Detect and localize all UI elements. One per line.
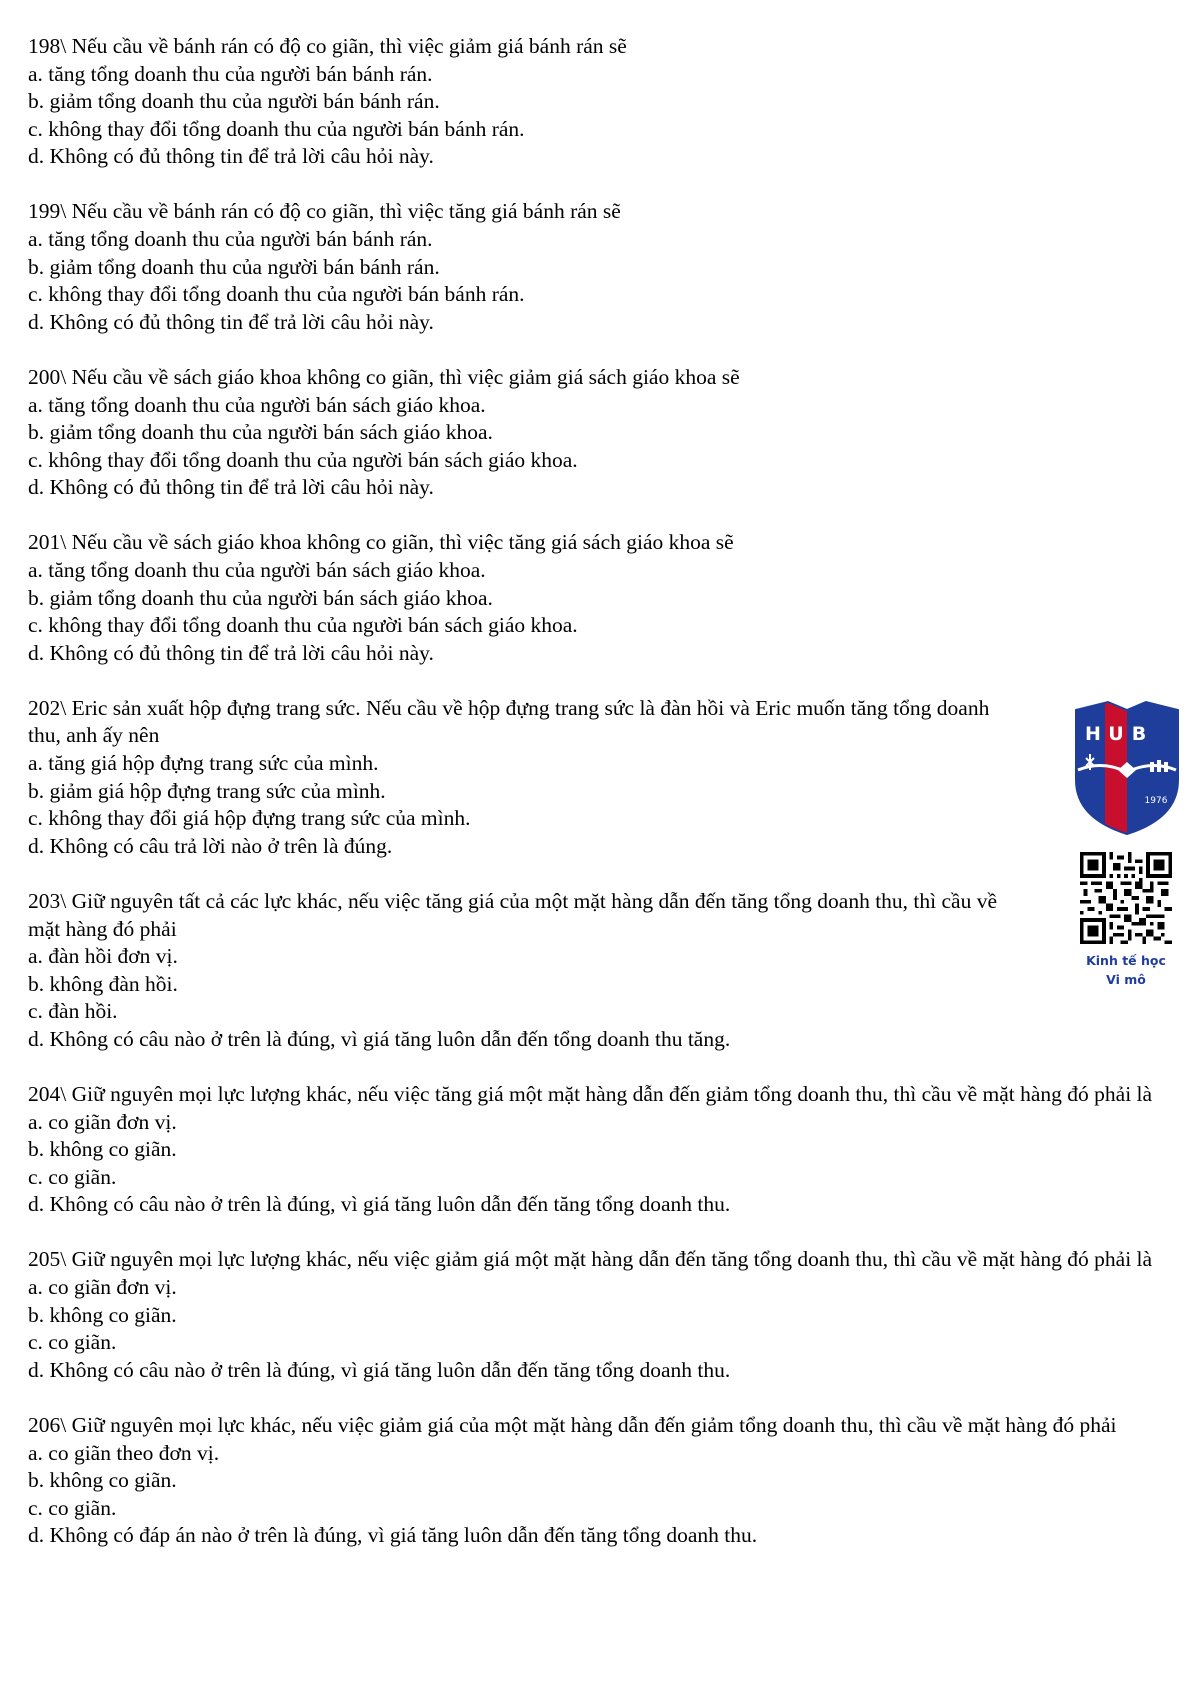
option-a: a. co giãn đơn vị. <box>28 1275 177 1300</box>
option-b: b. không co giãn. <box>28 1468 177 1493</box>
option-a: a. tăng tổng doanh thu của người bán bánh rán. <box>28 61 433 86</box>
question-205 <box>28 1246 1168 1384</box>
option-d: d. Không có đủ thông tin để trả lời câu hỏi này. <box>28 309 434 334</box>
option-b: b. không co giãn. <box>28 1302 177 1327</box>
logo-letter-b: B <box>1131 723 1147 745</box>
option-a: a. tăng giá hộp đựng trang sức của mình. <box>28 751 379 776</box>
option-a: a. đàn hồi đơn vị. <box>28 944 178 969</box>
option-d: d. Không có câu trả lời nào ở trên là đúng. <box>28 833 393 858</box>
option-d: d. Không có câu nào ở trên là đúng, vì giá tăng luôn dẫn đến tăng tổng doanh thu. <box>28 1192 731 1217</box>
option-d: d. Không có đủ thông tin để trả lời câu hỏi này. <box>28 640 434 665</box>
option-a: a. co giãn theo đơn vị. <box>28 1440 220 1465</box>
question-text: 203\ Giữ nguyên tất cả các lực khác, nếu việc tăng giá của một mặt hàng dẫn đến tăng tổng doanh thu, thì cầu về mặt hàng đó phải <box>28 888 997 941</box>
question-text: 204\ Giữ nguyên mọi lực lượng khác, nếu việc tăng giá một mặt hàng dẫn đến giảm tổng doanh thu, thì cầu về mặt hàng đó phải là <box>28 1082 1153 1106</box>
option-c: c. không thay đổi tổng doanh thu của người bán sách giáo khoa. <box>28 447 578 472</box>
question-text: 200\ Nếu cầu về sách giáo khoa không co giãn, thì việc giảm giá sách giáo khoa sẽ <box>28 364 740 389</box>
document-page <box>28 33 1168 1577</box>
question-206 <box>28 1412 1168 1550</box>
option-c: c. co giãn. <box>28 1164 117 1189</box>
question-text: 201\ Nếu cầu về sách giáo khoa không co giãn, thì việc tăng giá sách giáo khoa sẽ <box>28 530 734 555</box>
question-204 <box>28 1081 1168 1219</box>
option-c: c. không thay đổi giá hộp đựng trang sức của mình. <box>28 806 471 831</box>
option-d: d. Không có câu nào ở trên là đúng, vì giá tăng luôn dẫn đến tổng doanh thu tăng. <box>28 1026 731 1051</box>
brand-caption <box>1056 951 1190 989</box>
option-d: d. Không có đủ thông tin để trả lời câu hỏi này. <box>28 475 434 500</box>
option-b: b. giảm tổng doanh thu của người bán bánh rán. <box>28 254 440 279</box>
caption-line-1: Kinh tế học <box>1086 953 1166 968</box>
option-b: b. giảm tổng doanh thu của người bán sách giáo khoa. <box>28 420 493 445</box>
hub-logo <box>1072 700 1182 836</box>
option-a: a. tăng tổng doanh thu của người bán bánh rán. <box>28 227 433 252</box>
option-b: b. không co giãn. <box>28 1137 177 1162</box>
option-a: a. co giãn đơn vị. <box>28 1109 177 1134</box>
option-c: c. không thay đổi tổng doanh thu của người bán bánh rán. <box>28 116 525 141</box>
question-203 <box>28 888 1168 1054</box>
option-b: b. giảm tổng doanh thu của người bán sách giáo khoa. <box>28 585 493 610</box>
logo-year: 1976 <box>1144 796 1168 806</box>
question-text: 202\ Eric sản xuất hộp đựng trang sức. Nếu cầu về hộp đựng trang sức là đàn hồi và Eric muốn tăng tổng doanh thu, anh ấy nên <box>28 695 990 748</box>
question-text: 206\ Giữ nguyên mọi lực khác, nếu việc giảm giá của một mặt hàng dẫn đến giảm tổng doanh thu, thì cầu về mặt hàng đó phải <box>28 1412 1117 1437</box>
option-c: c. đàn hồi. <box>28 999 118 1024</box>
question-text: 199\ Nếu cầu về bánh rán có độ co giãn, thì việc tăng giá bánh rán sẽ <box>28 199 621 224</box>
question-198 <box>28 33 1168 171</box>
option-d: d. Không có đáp án nào ở trên là đúng, vì giá tăng luôn dẫn đến tăng tổng doanh thu. <box>28 1523 758 1548</box>
question-text: 198\ Nếu cầu về bánh rán có độ co giãn, thì việc giảm giá bánh rán sẽ <box>28 34 627 58</box>
option-d: d. Không có câu nào ở trên là đúng, vì giá tăng luôn dẫn đến tăng tổng doanh thu. <box>28 1357 731 1382</box>
option-c: c. không thay đổi tổng doanh thu của người bán bánh rán. <box>28 282 525 307</box>
option-b: b. giảm giá hộp đựng trang sức của mình. <box>28 778 386 803</box>
option-b: b. không đàn hồi. <box>28 971 178 996</box>
logo-letter-h: H <box>1085 723 1101 745</box>
question-199 <box>28 198 1168 336</box>
question-text: 205\ Giữ nguyên mọi lực lượng khác, nếu việc giảm giá một mặt hàng dẫn đến tăng tổng doanh thu, thì cầu về mặt hàng đó phải là <box>28 1247 1153 1272</box>
option-b: b. giảm tổng doanh thu của người bán bánh rán. <box>28 89 440 114</box>
option-a: a. tăng tổng doanh thu của người bán sách giáo khoa. <box>28 392 486 417</box>
question-202 <box>28 695 1168 861</box>
option-d: d. Không có đủ thông tin để trả lời câu hỏi này. <box>28 144 434 169</box>
option-c: c. không thay đổi tổng doanh thu của người bán sách giáo khoa. <box>28 613 578 638</box>
logo-letter-u: U <box>1108 723 1124 745</box>
option-a: a. tăng tổng doanh thu của người bán sách giáo khoa. <box>28 558 486 582</box>
question-200 <box>28 364 1168 502</box>
option-c: c. co giãn. <box>28 1495 117 1520</box>
caption-line-2: Vi mô <box>1106 972 1146 987</box>
question-201 <box>28 529 1168 667</box>
qr-code-icon <box>1080 852 1172 944</box>
option-c: c. co giãn. <box>28 1330 117 1355</box>
